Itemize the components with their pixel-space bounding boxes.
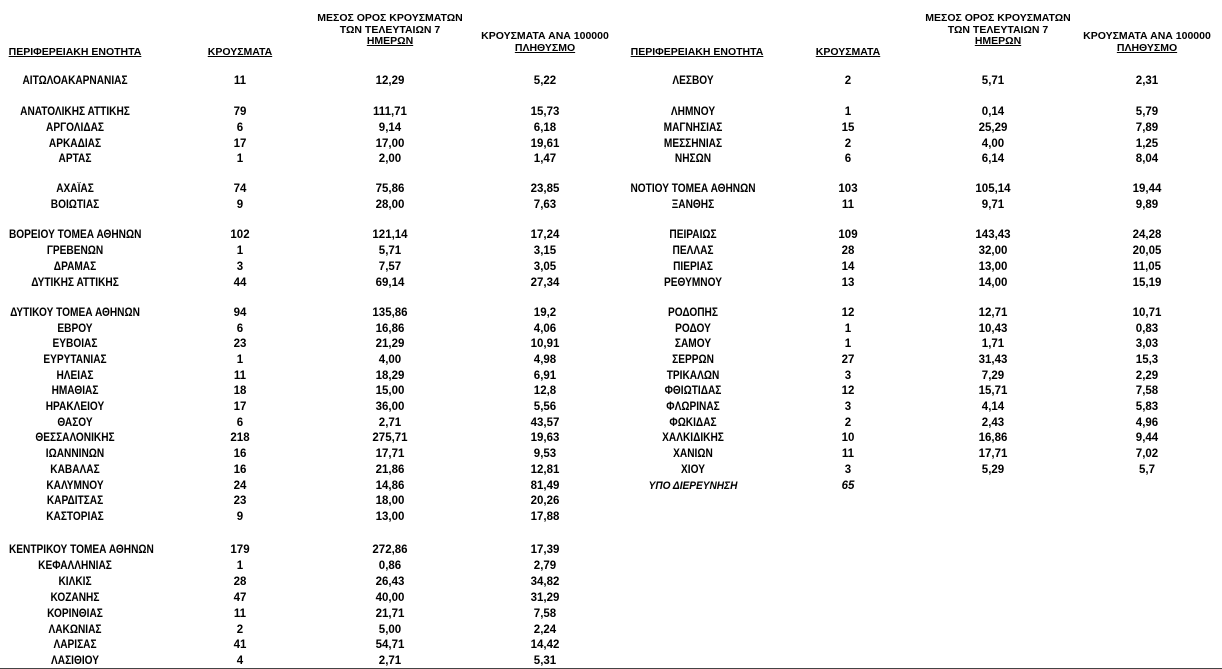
avg7-value: 135,86	[372, 307, 408, 319]
avg7-value: 18,00	[375, 495, 405, 507]
avg7-value: 4,00	[378, 354, 402, 366]
header-per100k-line2: ΠΛΗΘΥΣΜΟ	[1116, 41, 1178, 54]
cases-value: 2	[236, 624, 244, 636]
per100k-value: 6,91	[533, 370, 557, 382]
per100k-value: 10,91	[530, 338, 560, 350]
table-row	[0, 416, 1222, 431]
per100k-value: 3,03	[1135, 338, 1159, 350]
cases-value: 9	[236, 199, 244, 211]
per100k-value: 7,58	[1135, 385, 1159, 397]
region-name: ΧΙΟΥ	[681, 464, 705, 476]
avg7-value: 5,71	[378, 245, 402, 257]
cases-value: 218	[230, 432, 250, 444]
header-region-left: ΠΕΡΙΦΕΡΕΙΑΚΗ ΕΝΟΤΗΤΑ	[8, 46, 142, 58]
cases-value: 3	[236, 261, 244, 273]
table-row	[0, 479, 1222, 494]
region-name: ΞΑΝΘΗΣ	[671, 199, 715, 211]
avg7-value: 5,71	[981, 75, 1005, 87]
per100k-value: 12,81	[530, 464, 560, 476]
table-row	[0, 447, 1222, 462]
table-row	[0, 260, 1222, 275]
table-row	[0, 74, 1222, 89]
header-avg7-line3: ΗΜΕΡΩΝ	[974, 35, 1022, 47]
cases-value: 2	[844, 138, 852, 150]
per100k-value: 2,79	[533, 560, 557, 572]
per100k-value: 2,24	[533, 624, 557, 636]
per100k-value: 8,04	[1135, 153, 1159, 165]
per100k-value: 11,05	[1132, 261, 1162, 273]
per100k-value: 17,39	[530, 544, 560, 556]
region-name: ΡΟΔΟΥ	[675, 323, 711, 335]
table-row	[0, 337, 1222, 352]
per100k-value: 19,2	[533, 307, 557, 319]
cases-value: 94	[233, 307, 247, 319]
region-name: ΜΑΓΝΗΣΙΑΣ	[663, 122, 723, 134]
table-row	[0, 384, 1222, 399]
region-name: ΛΕΣΒΟΥ	[672, 75, 714, 87]
avg7-value: 9,71	[981, 199, 1005, 211]
region-name: ΑΝΑΤΟΛΙΚΗΣ ΑΤΤΙΚΗΣ	[20, 106, 130, 118]
per100k-value: 23,85	[530, 183, 560, 195]
cases-value: 23	[233, 338, 247, 350]
cases-value: 74	[233, 183, 247, 195]
table-row	[0, 575, 1222, 590]
table-row	[0, 276, 1222, 291]
per100k-value: 20,26	[530, 495, 560, 507]
avg7-value: 17,71	[375, 448, 405, 460]
per100k-value: 20,05	[1132, 245, 1162, 257]
table-row	[0, 198, 1222, 213]
region-name: ΗΡΑΚΛΕΙΟΥ	[45, 401, 105, 413]
region-name: ΠΕΙΡΑΙΩΣ	[669, 229, 717, 241]
cases-value: 1	[844, 106, 852, 118]
avg7-value: 16,86	[978, 432, 1008, 444]
cases-value: 13	[841, 277, 855, 289]
per100k-value: 7,02	[1135, 448, 1159, 460]
header-per100k-line2: ΠΛΗΘΥΣΜΟ	[514, 41, 576, 54]
avg7-value: 272,86	[372, 544, 408, 556]
cases-value: 11	[233, 75, 247, 87]
cases-value: 6	[236, 122, 244, 134]
region-name: ΚΕΦΑΛΛΗΝΙΑΣ	[38, 560, 112, 572]
region-name: ΣΑΜΟΥ	[674, 338, 712, 350]
cases-value: 10	[841, 432, 855, 444]
per100k-value: 9,89	[1135, 199, 1159, 211]
per100k-value: 17,88	[530, 511, 560, 523]
region-name: ΤΡΙΚΑΛΩΝ	[666, 370, 720, 382]
region-name: ΦΩΚΙΔΑΣ	[669, 417, 717, 429]
per100k-value: 5,7	[1139, 464, 1155, 476]
cases-value: 2	[844, 75, 852, 87]
cases-value: 1	[844, 338, 852, 350]
header-cases-left: ΚΡΟΥΣΜΑΤΑ	[207, 46, 273, 58]
avg7-value: 143,43	[975, 229, 1011, 241]
region-name: ΑΡΤΑΣ	[58, 153, 92, 165]
per100k-value: 1,47	[533, 153, 557, 165]
per100k-value: 6,18	[533, 122, 557, 134]
header-per100k-line1: ΚΡΟΥΣΜΑΤΑ ΑΝΑ 100000	[1083, 30, 1211, 42]
avg7-value: 5,29	[981, 464, 1005, 476]
cases-value: 1	[236, 560, 244, 572]
avg7-value: 111,71	[373, 106, 407, 118]
avg7-value: 12,29	[375, 75, 405, 87]
cases-value: 16	[233, 448, 247, 460]
cases-value: 179	[230, 544, 250, 556]
region-name: ΦΛΩΡΙΝΑΣ	[666, 401, 720, 413]
avg7-value: 40,00	[375, 592, 405, 604]
region-name: ΚΑΡΔΙΤΣΑΣ	[46, 495, 104, 507]
region-name: ΒΟΙΩΤΙΑΣ	[50, 199, 100, 211]
region-name: ΗΜΑΘΙΑΣ	[51, 385, 99, 397]
cases-value: 24	[233, 480, 247, 492]
avg7-value: 2,71	[378, 655, 402, 667]
table-row	[0, 638, 1222, 653]
avg7-value: 2,43	[981, 417, 1005, 429]
region-name: ΒΟΡΕΙΟΥ ΤΟΜΕΑ ΑΘΗΝΩΝ	[9, 229, 142, 241]
avg7-value: 17,71	[978, 448, 1008, 460]
header-avg7-line3: ΗΜΕΡΩΝ	[366, 35, 414, 47]
cases-value: 1	[844, 323, 852, 335]
header-region-right: ΠΕΡΙΦΕΡΕΙΑΚΗ ΕΝΟΤΗΤΑ	[630, 46, 764, 58]
per100k-value: 4,98	[533, 354, 557, 366]
per100k-value: 5,83	[1135, 401, 1159, 413]
cases-value: 6	[236, 323, 244, 335]
table-row	[0, 322, 1222, 337]
per100k-value: 3,05	[533, 261, 557, 273]
avg7-value: 16,86	[375, 323, 405, 335]
avg7-value: 0,86	[378, 560, 402, 572]
avg7-value: 21,29	[375, 338, 405, 350]
avg7-value: 0,14	[981, 106, 1005, 118]
region-name: ΑΡΓΟΛΙΔΑΣ	[46, 122, 104, 134]
region-name: ΧΑΝΙΩΝ	[673, 448, 713, 460]
avg7-value: 4,00	[981, 138, 1005, 150]
region-name: ΛΗΜΝΟΥ	[670, 106, 716, 118]
avg7-value: 28,00	[375, 199, 405, 211]
avg7-value: 21,71	[375, 608, 405, 620]
cases-value: 11	[841, 199, 855, 211]
region-name: ΕΥΡΥΤΑΝΙΑΣ	[43, 354, 107, 366]
cases-value: 109	[838, 229, 858, 241]
cases-value: 12	[841, 307, 855, 319]
cases-value: 17	[233, 138, 247, 150]
per100k-value: 9,44	[1135, 432, 1159, 444]
avg7-value: 10,43	[978, 323, 1008, 335]
per100k-value: 34,82	[530, 576, 560, 588]
avg7-value: 1,71	[981, 338, 1005, 350]
cases-value: 11	[233, 608, 247, 620]
region-name: ΔΡΑΜΑΣ	[53, 261, 97, 273]
avg7-value: 12,71	[978, 307, 1008, 319]
table-row	[0, 306, 1222, 321]
region-name: ΗΛΕΙΑΣ	[56, 370, 94, 382]
avg7-value: 5,00	[378, 624, 402, 636]
avg7-value: 121,14	[372, 229, 408, 241]
avg7-value: 21,86	[375, 464, 405, 476]
cases-value: 3	[844, 464, 852, 476]
per100k-value: 12,8	[533, 385, 557, 397]
cases-value: 28	[233, 576, 247, 588]
avg7-value: 2,00	[378, 153, 402, 165]
region-name: ΡΕΘΥΜΝΟΥ	[664, 277, 722, 289]
avg7-value: 26,43	[375, 576, 405, 588]
per100k-value: 7,63	[533, 199, 557, 211]
header-per100k-right	[1072, 31, 1222, 54]
table-row	[0, 463, 1222, 478]
cases-value: 27	[841, 354, 855, 366]
avg7-value: 36,00	[375, 401, 405, 413]
avg7-value: 14,86	[375, 480, 405, 492]
region-name: ΚΑΒΑΛΑΣ	[50, 464, 100, 476]
avg7-value: 31,43	[978, 354, 1008, 366]
per100k-value: 81,49	[530, 480, 560, 492]
cases-value: 12	[841, 385, 855, 397]
avg7-value: 15,00	[375, 385, 405, 397]
per100k-value: 15,19	[1132, 277, 1162, 289]
cases-value: 16	[233, 464, 247, 476]
region-name: ΚΕΝΤΡΙΚΟΥ ΤΟΜΕΑ ΑΘΗΝΩΝ	[9, 544, 154, 556]
avg7-value: 15,71	[978, 385, 1008, 397]
region-name: ΝΗΣΩΝ	[674, 153, 712, 165]
table-row	[0, 623, 1222, 638]
region-name: ΧΑΛΚΙΔΙΚΗΣ	[662, 432, 724, 444]
per100k-value: 24,28	[1132, 229, 1162, 241]
region-name: ΛΑΣΙΘΙΟΥ	[51, 655, 99, 667]
region-name: ΓΡΕΒΕΝΩΝ	[46, 245, 104, 257]
region-name: ΠΙΕΡΙΑΣ	[673, 261, 713, 273]
avg7-value: 25,29	[978, 122, 1008, 134]
per100k-value: 4,96	[1135, 417, 1159, 429]
header-avg7-line2: ΤΩΝ ΤΕΛΕΥΤΑΙΩΝ 7	[947, 23, 1049, 36]
region-name: ΥΠΟ ΔΙΕΡΕΥΝΗΣΗ	[648, 480, 738, 492]
table-row	[0, 431, 1222, 446]
cases-value: 23	[233, 495, 247, 507]
region-name: ΠΕΛΛΑΣ	[672, 245, 714, 257]
per100k-value: 7,89	[1135, 122, 1159, 134]
cases-value: 6	[844, 153, 852, 165]
per100k-value: 1,25	[1135, 138, 1159, 150]
cases-value: 6	[236, 417, 244, 429]
region-name: ΘΕΣΣΑΛΟΝΙΚΗΣ	[35, 432, 115, 444]
region-name: ΜΕΣΣΗΝΙΑΣ	[663, 138, 723, 150]
table-row	[0, 494, 1222, 509]
region-name: ΚΑΣΤΟΡΙΑΣ	[46, 511, 104, 523]
region-name: ΔΥΤΙΚΗΣ ΑΤΤΙΚΗΣ	[31, 277, 119, 289]
per100k-value: 7,58	[533, 608, 557, 620]
cases-value: 17	[233, 401, 247, 413]
per100k-value: 0,83	[1135, 323, 1159, 335]
table-row	[0, 607, 1222, 622]
cases-value: 79	[233, 106, 247, 118]
per100k-value: 5,79	[1135, 106, 1159, 118]
table-row	[0, 152, 1222, 167]
per100k-value: 14,42	[530, 639, 560, 651]
region-name: ΚΙΛΚΙΣ	[58, 576, 92, 588]
header-avg7-left	[310, 13, 470, 48]
cases-value: 3	[844, 401, 852, 413]
cases-value: 1	[236, 153, 244, 165]
per100k-value: 4,06	[533, 323, 557, 335]
per100k-value: 15,73	[530, 106, 560, 118]
region-name: ΛΑΡΙΣΑΣ	[53, 639, 97, 651]
per100k-value: 19,44	[1132, 183, 1162, 195]
cases-value: 4	[236, 655, 244, 667]
region-name: ΣΕΡΡΩΝ	[672, 354, 714, 366]
avg7-value: 7,57	[378, 261, 402, 273]
table-row	[0, 105, 1222, 120]
avg7-value: 7,29	[981, 370, 1005, 382]
per100k-value: 5,22	[533, 75, 557, 87]
region-name: ΚΟΡΙΝΘΙΑΣ	[47, 608, 103, 620]
table-row	[0, 228, 1222, 243]
avg7-value: 105,14	[975, 183, 1011, 195]
region-name: ΔΥΤΙΚΟΥ ΤΟΜΕΑ ΑΘΗΝΩΝ	[10, 307, 140, 319]
header-per100k-left	[470, 31, 620, 54]
avg7-value: 275,71	[372, 432, 408, 444]
per100k-value: 2,31	[1135, 75, 1159, 87]
avg7-value: 54,71	[375, 639, 405, 651]
avg7-value: 69,14	[375, 277, 405, 289]
per100k-value: 19,63	[530, 432, 560, 444]
cases-value: 11	[233, 370, 247, 382]
header-per100k-line1: ΚΡΟΥΣΜΑΤΑ ΑΝΑ 100000	[481, 30, 609, 42]
region-name: ΚΟΖΑΝΗΣ	[50, 592, 100, 604]
table-row	[0, 543, 1222, 558]
cases-value: 15	[841, 122, 855, 134]
table-row	[0, 121, 1222, 136]
per100k-value: 17,24	[530, 229, 560, 241]
cases-value: 103	[838, 183, 858, 195]
avg7-value: 13,00	[375, 511, 405, 523]
header-avg7-line1: ΜΕΣΟΣ ΟΡΟΣ ΚΡΟΥΣΜΑΤΩΝ	[317, 12, 463, 24]
table-row	[0, 369, 1222, 384]
per100k-value: 3,15	[533, 245, 557, 257]
avg7-value: 2,71	[378, 417, 402, 429]
cases-value: 18	[233, 385, 247, 397]
cases-value: 41	[233, 639, 247, 651]
avg7-value: 14,00	[978, 277, 1008, 289]
header-cases-right: ΚΡΟΥΣΜΑΤΑ	[815, 46, 881, 58]
cases-value: 11	[841, 448, 855, 460]
per100k-value: 15,3	[1135, 354, 1159, 366]
cases-value: 28	[841, 245, 855, 257]
table-row	[0, 400, 1222, 415]
avg7-value: 17,00	[375, 138, 405, 150]
header-avg7-line1: ΜΕΣΟΣ ΟΡΟΣ ΚΡΟΥΣΜΑΤΩΝ	[925, 12, 1071, 24]
cases-value: 3	[844, 370, 852, 382]
table-row	[0, 654, 1222, 669]
per100k-value: 43,57	[530, 417, 560, 429]
avg7-value: 32,00	[978, 245, 1008, 257]
cases-value: 102	[230, 229, 250, 241]
table-row	[0, 244, 1222, 259]
cases-value: 9	[236, 511, 244, 523]
region-name: ΙΩΑΝΝΙΝΩΝ	[45, 448, 105, 460]
avg7-value: 4,14	[981, 401, 1005, 413]
region-name: ΝΟΤΙΟΥ ΤΟΜΕΑ ΑΘΗΝΩΝ	[630, 183, 756, 195]
cases-value: 1	[236, 245, 244, 257]
region-name: ΑΙΤΩΛΟΑΚΑΡΝΑΝΙΑΣ	[22, 75, 128, 87]
avg7-value: 18,29	[375, 370, 405, 382]
cases-value: 2	[844, 417, 852, 429]
table-row	[0, 510, 1222, 525]
header-avg7-line2: ΤΩΝ ΤΕΛΕΥΤΑΙΩΝ 7	[339, 23, 441, 36]
per100k-value: 5,31	[533, 655, 557, 667]
cases-value: 65	[841, 480, 855, 492]
region-name: ΘΑΣΟΥ	[57, 417, 93, 429]
region-name: ΑΧΑΪΑΣ	[56, 183, 94, 195]
cases-value: 44	[233, 277, 247, 289]
per100k-value: 10,71	[1132, 307, 1162, 319]
region-name: ΛΑΚΩΝΙΑΣ	[48, 624, 102, 636]
region-name: ΕΥΒΟΙΑΣ	[52, 338, 98, 350]
cases-value: 47	[233, 592, 247, 604]
region-name: ΚΑΛΥΜΝΟΥ	[46, 480, 104, 492]
region-name: ΦΘΙΩΤΙΔΑΣ	[664, 385, 722, 397]
cases-value: 1	[236, 354, 244, 366]
per100k-value: 5,56	[533, 401, 557, 413]
table-row	[0, 353, 1222, 368]
per100k-value: 2,29	[1135, 370, 1159, 382]
table-row	[0, 559, 1222, 574]
table-row	[0, 591, 1222, 606]
table-row	[0, 182, 1222, 197]
avg7-value: 6,14	[981, 153, 1005, 165]
table-row	[0, 137, 1222, 152]
avg7-value: 9,14	[378, 122, 402, 134]
region-name: ΑΡΚΑΔΙΑΣ	[48, 138, 102, 150]
cases-value: 14	[841, 261, 855, 273]
avg7-value: 75,86	[375, 183, 405, 195]
avg7-value: 13,00	[978, 261, 1008, 273]
header-avg7-right	[918, 13, 1078, 48]
per100k-value: 19,61	[530, 138, 560, 150]
region-name: ΕΒΡΟΥ	[57, 323, 93, 335]
region-name: ΡΟΔΟΠΗΣ	[668, 307, 718, 319]
per100k-value: 9,53	[533, 448, 557, 460]
per100k-value: 27,34	[530, 277, 560, 289]
per100k-value: 31,29	[530, 592, 560, 604]
